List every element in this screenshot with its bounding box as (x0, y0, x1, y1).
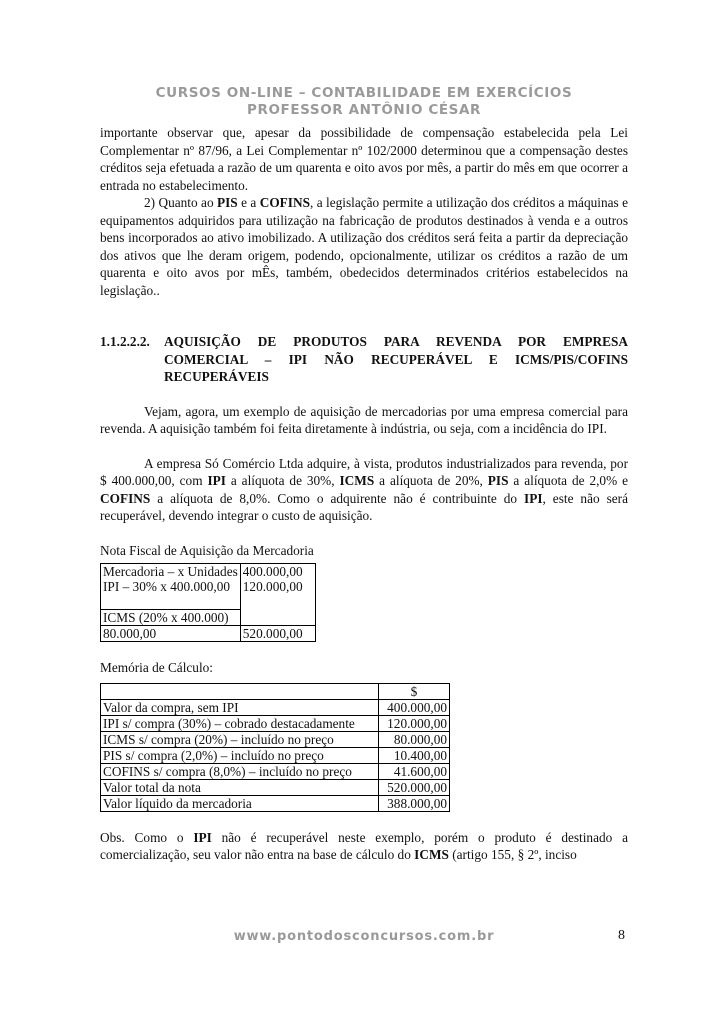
row-label: Valor líquido da mercadoria (101, 795, 379, 811)
cell-text: IPI – 30% x 400.000,00 (103, 579, 231, 594)
section-heading (100, 333, 628, 386)
text-run: 2) Quanto ao (144, 195, 217, 210)
memoria-title: Memória de Cálculo: (100, 660, 213, 675)
row-value: 120.000,00 (379, 715, 450, 731)
page-number: 8 (618, 928, 625, 943)
term-ipi: IPI (193, 829, 212, 845)
row-value: 80.000,00 (379, 731, 450, 747)
cell-text: Mercadoria – x Unidades (103, 564, 238, 579)
table-row (101, 795, 450, 811)
section-number: 1.1.2.2.2. (100, 334, 150, 349)
text-run: , a legislação permite a utilização dos créditos a máquinas e equipamentos adquiridos para utilização na fabricação de produtos destinados à venda e a outros bens incorporados ao ativo imobilizado. A utilização dos créditos será feita a partir da depreciação dos ativos que lhe deram origem, podendo, opcionalmente, utilizar os créditos a razão de um quarenta e oito avos por mÊs, também, obedecidos determinados critérios estabelecidos na legislação.. (100, 195, 628, 298)
row-value: 400.000,00 (379, 699, 450, 715)
spacer (100, 812, 628, 829)
term-cofins: COFINS (100, 490, 151, 506)
paragraph-pis-cofins (100, 194, 628, 299)
spacer (100, 438, 628, 455)
table-cell: ICMS (20% x 400.000) (101, 610, 241, 626)
term-cofins: COFINS (259, 195, 310, 210)
term-ipi: IPI (524, 490, 543, 506)
nota-fiscal-table (100, 563, 316, 642)
spacer (100, 525, 628, 542)
memoria-table (100, 683, 450, 812)
spacer (100, 642, 628, 659)
text-run: , este não será recuperável, devendo integrar o custo de aquisição. (100, 490, 629, 523)
table-row (101, 731, 450, 747)
cell-blank (103, 594, 238, 609)
row-label: COFINS s/ compra (8,0%) – incluído no preço (101, 763, 379, 779)
row-label: Valor total da nota (101, 779, 379, 795)
table-row (101, 564, 316, 610)
paragraph-observation (100, 829, 628, 864)
table-cell: 520.000,00 (240, 626, 315, 642)
row-label: Valor da compra, sem IPI (101, 699, 379, 715)
header-course-title: CURSOS ON-LINE – CONTABILIDADE EM EXERCÍCIOS (155, 85, 573, 101)
text-run: a alíquota de 30%, (225, 473, 340, 488)
paragraph-example-data (100, 455, 628, 525)
term-pis: PIS (487, 473, 509, 488)
nota-fiscal-title: Nota Fiscal de Aquisição da Mercadoria (100, 542, 314, 558)
cell-text: 120.000,00 (242, 579, 303, 594)
currency-header: $ (379, 683, 450, 699)
term-ipi: IPI (207, 473, 226, 488)
header-professor: PROFESSOR ANTÔNIO CÉSAR (246, 102, 482, 118)
paragraph-example-intro: Vejam, agora, um exemplo de aquisição de mercadorias por uma empresa comercial para revenda. A aquisição também foi feita diretamente à indústria, ou seja, com a incidência do IPI. (100, 403, 628, 436)
term-icms: ICMS (339, 473, 375, 488)
table-row (101, 699, 450, 715)
section-title: AQUISIÇÃO DE PRODUTOS PARA REVENDA POR EMPRESA COMERCIAL – IPI NÃO RECUPERÁVEL E ICMS/PIS/COFINS RECUPERÁVEIS (164, 334, 628, 384)
text-run: a alíquota de 2,0% e (508, 473, 628, 488)
row-value: 388.000,00 (379, 795, 450, 811)
cell-text: 400.000,00 (242, 564, 303, 579)
table-header-row (101, 683, 450, 699)
table-row (101, 626, 316, 642)
text-run: não é recuperável neste exemplo, porém o produto é destinado a comercialização, seu valor não entra na base de cálculo do (100, 829, 628, 862)
text-run: (artigo 155, § 2º, inciso (448, 847, 577, 862)
row-value: 41.600,00 (379, 763, 450, 779)
row-value: 10.400,00 (379, 747, 450, 763)
text-run: a alíquota de 8,0%. Como o adquirente não é contribuinte do (150, 490, 525, 506)
table-row (101, 747, 450, 763)
text-run: A empresa Só Comércio Ltda adquire, à vista, produtos industrializados para revenda, por $ 400.000,00, com (100, 455, 628, 488)
text-run: Obs. Como o (100, 829, 194, 845)
spacer (100, 386, 628, 403)
spacer (100, 316, 628, 333)
term-icms: ICMS (414, 847, 449, 862)
text-run: a alíquota de 20%, (374, 473, 488, 488)
table-row (101, 763, 450, 779)
table-cell (101, 683, 379, 699)
footer-website: www.pontodosconcursos.com.br (233, 929, 495, 944)
text-run: e a (237, 195, 260, 210)
paragraph-compensation: importante observar que, apesar da possibilidade de compensação estabelecida pela Lei Complementar nº 87/96, a Lei Complementar nº 102/2000 determinou que a compensação destes créditos seja efetuada a razão de um quarenta e oito avos por mês, a partir do mês em que ocorrer a entrada no estabelecimento. (100, 125, 628, 193)
page-header (0, 85, 728, 119)
table-cell (240, 564, 315, 626)
term-pis: PIS (217, 195, 238, 210)
row-label: IPI s/ compra (30%) – cobrado destacadamente (101, 715, 379, 731)
row-label: PIS s/ compra (2,0%) – incluído no preço (101, 747, 379, 763)
row-value: 520.000,00 (379, 779, 450, 795)
table-cell: 80.000,00 (101, 626, 241, 642)
spacer (100, 299, 628, 316)
row-label: ICMS s/ compra (20%) – incluído no preço (101, 731, 379, 747)
page-content (100, 124, 628, 864)
table-cell (101, 564, 241, 610)
table-row (101, 779, 450, 795)
table-row (101, 715, 450, 731)
